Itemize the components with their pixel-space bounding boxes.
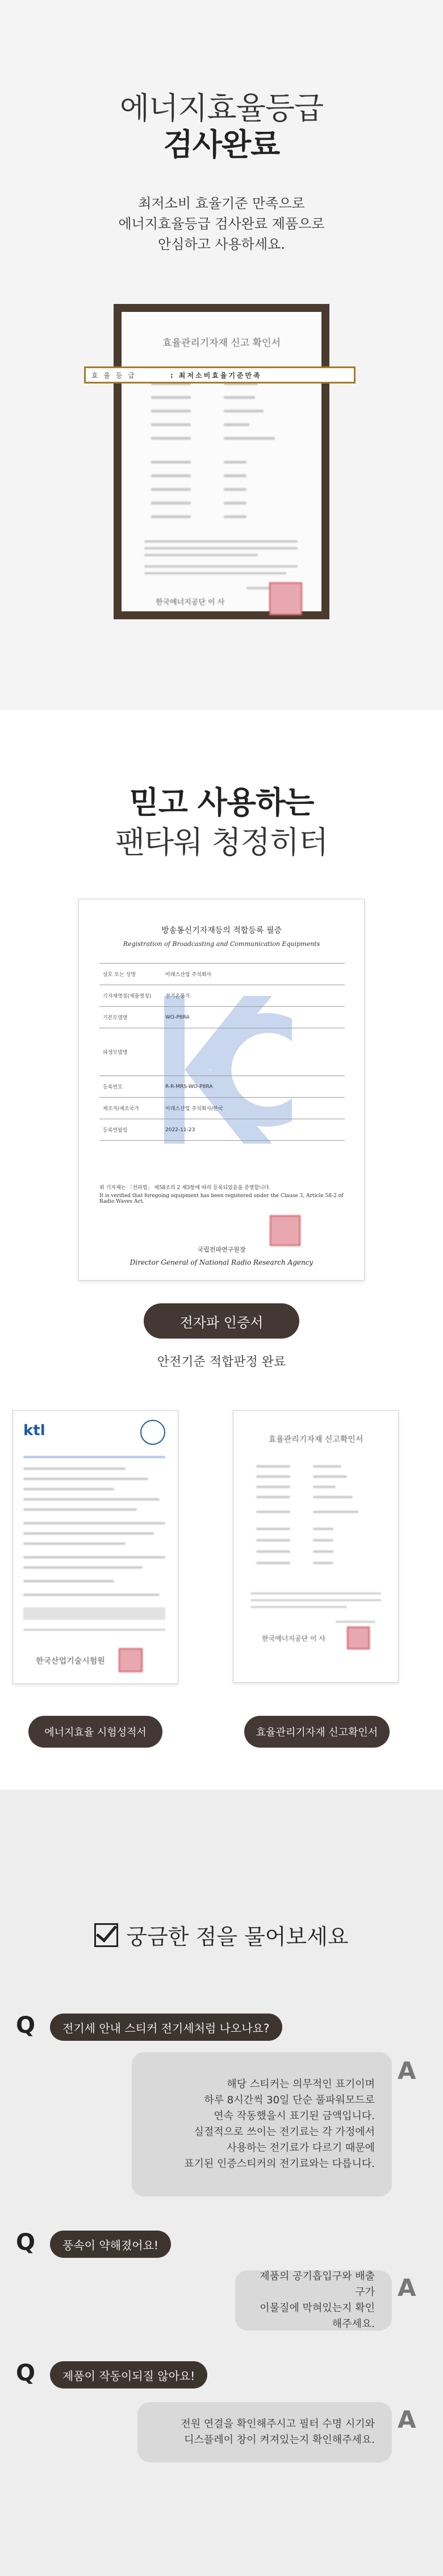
faq-title bbox=[0, 1919, 443, 1950]
ktl-logo: ktl bbox=[23, 1422, 45, 1439]
ktl-seal-icon bbox=[140, 1420, 165, 1445]
kc-certificate bbox=[78, 899, 365, 1281]
certificate-heading: 효율관리기자재 신고 확인서 bbox=[162, 337, 281, 349]
question-mark-2: Q bbox=[16, 2229, 36, 2256]
efficiency-test-report bbox=[12, 1410, 178, 1684]
energy-title-light: 에너지효율등급 bbox=[119, 90, 324, 126]
energy-certificate bbox=[122, 312, 321, 611]
answer-mark-2: A bbox=[398, 2274, 416, 2302]
faq-question-1[interactable]: 전기세 안내 스티커 전기세처럼 나오나요? bbox=[50, 2014, 282, 2041]
faq-question-2[interactable]: 풍속이 약해졌어요! bbox=[50, 2231, 171, 2258]
ktl-footer: 한국산업기술시험원 bbox=[36, 1657, 105, 1666]
report-right-footer: 한국에너지공단 이 사 bbox=[262, 1635, 325, 1643]
faq-answer-2: 제품의 공기흡입구와 배출구가 이물질에 막혀있는지 확인해주세요. bbox=[235, 2270, 392, 2331]
faq-section bbox=[0, 1790, 443, 2576]
energy-description bbox=[0, 193, 443, 255]
faq-answer-1: 해당 스티커는 의무적인 표기이며 하루 8시간씩 30일 단순 풀파워모드로 연속 작동했을시 표기된 금액입니다. 실절적으로 쓰이는 전기료는 각 가정에서 사용하는 전기료가 다르기 때문에 표기된 인증스티커의 전기료와는 다릅니다. bbox=[132, 2052, 392, 2196]
grade-value: : 최저소비효율기준만족 bbox=[170, 371, 262, 380]
kc-stamp bbox=[270, 1215, 300, 1246]
efficiency-test-report-label: 에너지효율 시험성적서 bbox=[28, 1716, 162, 1748]
report-right-heading: 효율관리기자재 신고확인서 bbox=[268, 1435, 363, 1444]
energy-desc-line: 최저소비 효율기준 만족으로 bbox=[138, 195, 305, 211]
faq-answer-3: 전원 연결을 확인해주시고 필터 수명 시기와 디스플레이 창이 켜져있는지 확인해주세요. bbox=[137, 2402, 392, 2462]
answer-mark-3: A bbox=[398, 2406, 416, 2433]
kc-cert-subtitle: Registration of Broadcasting and Communication Equipments bbox=[123, 940, 320, 948]
emc-certificate-subtitle: 안전기준 적합판정 완료 bbox=[157, 1355, 286, 1369]
energy-certificate-frame bbox=[114, 304, 329, 619]
faq-question-3[interactable]: 제품이 작동이되질 않아요! bbox=[50, 2361, 207, 2389]
checkbox-check-icon bbox=[94, 1923, 118, 1947]
energy-title-bold: 검사완료 bbox=[163, 127, 280, 162]
kc-cert-issuer-en: Director General of National Radio Research Agency bbox=[129, 1258, 314, 1266]
kc-cert-issuer: 국립전파연구원장 bbox=[197, 1246, 246, 1253]
kc-cert-note: 위 기자재는 「전파법」 제58조의 2 제3항에 따라 등록되었음을 증명합니다. It is verified that foregoing equipment has been registered under the Clause 3, Article 58-2 of Radio Waves Act. bbox=[99, 1185, 344, 1204]
trust-title-light: 팬타워 청정히터 bbox=[115, 824, 328, 860]
faq-title-text: 궁금한 점을 물어보세요 bbox=[126, 1924, 349, 1949]
energy-desc-line: 에너지효율등급 검사완료 제품으로 bbox=[118, 216, 325, 232]
trust-section bbox=[0, 710, 443, 1790]
emc-certificate-badge: 전자파 인증서 bbox=[144, 1303, 299, 1339]
certificate-footer: 한국에너지공단 이 사 bbox=[156, 598, 225, 607]
energy-desc-line: 안심하고 사용하세요. bbox=[158, 236, 285, 252]
efficiency-report-confirmation bbox=[233, 1410, 399, 1683]
official-stamp bbox=[269, 582, 302, 615]
report-right-stamp bbox=[347, 1627, 370, 1649]
efficiency-confirmation-label: 효율관리기자재 신고확인서 bbox=[244, 1716, 390, 1748]
kc-cert-title: 방송통신기자재등의 적합등록 필증 bbox=[161, 926, 282, 935]
question-mark-3: Q bbox=[16, 2360, 36, 2386]
answer-mark-1: A bbox=[398, 2057, 416, 2085]
trust-title-bold: 믿고 사용하는 bbox=[129, 785, 314, 820]
efficiency-grade-highlight bbox=[84, 366, 356, 384]
question-mark-1: Q bbox=[16, 2012, 36, 2039]
grade-label: 효 율 등 급 bbox=[91, 371, 136, 380]
ktl-stamp bbox=[119, 1648, 143, 1672]
energy-grade-section bbox=[0, 0, 443, 710]
kc-cert-table: 상호 또는 성명 미래스산업 주식회사 기자재명칭(제품명칭) 전기온풍기 기본모델명 WO-P8RA 파생모델명 등록번호 R-R-MRS-WO-P8RA 제조자/제조국가 미래스산업 주식회사/한국 등록연월일 2022-11-23 bbox=[99, 963, 345, 1141]
